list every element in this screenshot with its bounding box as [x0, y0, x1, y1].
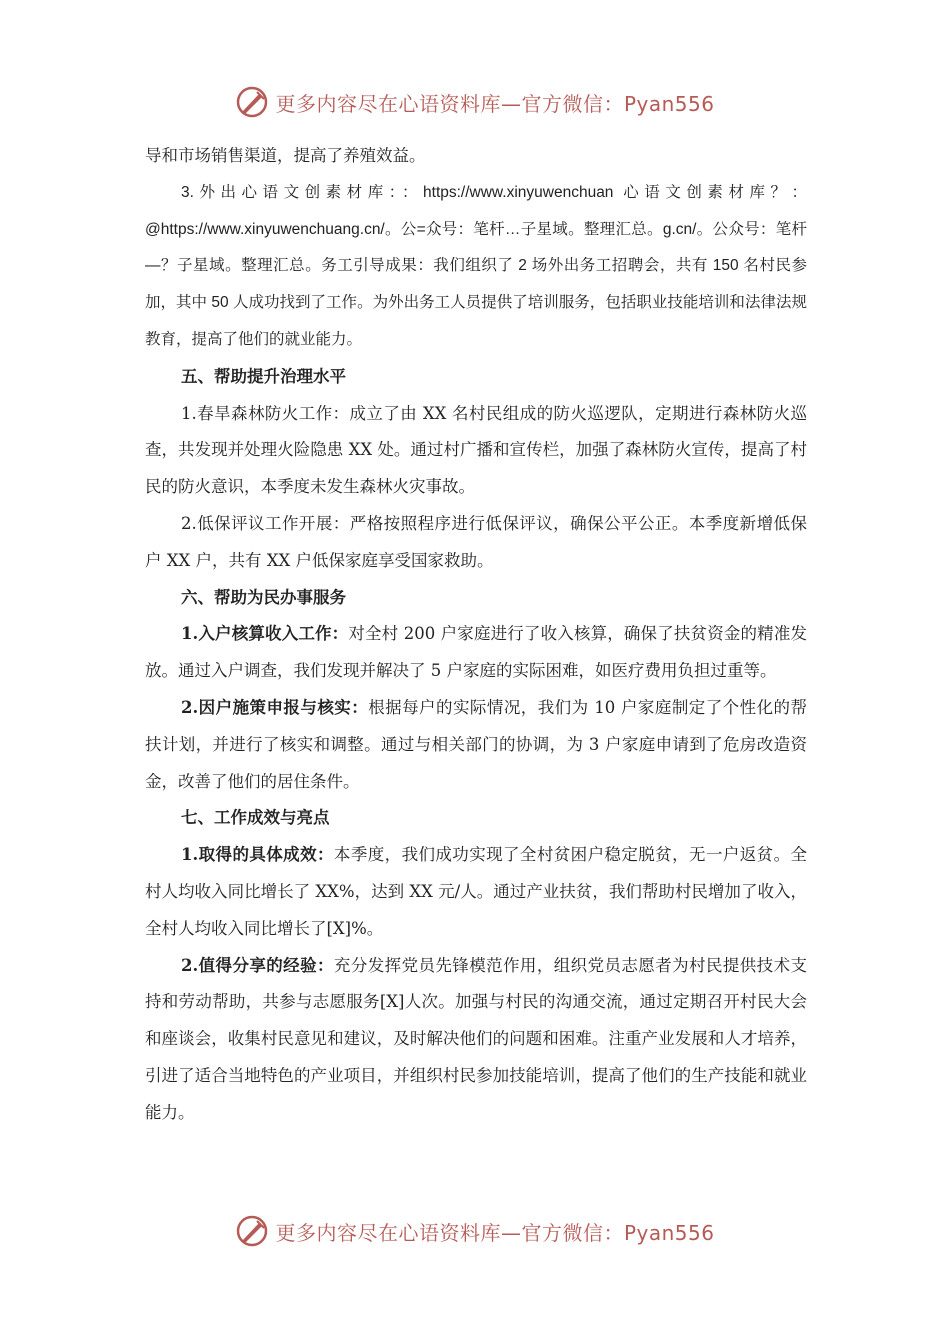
paragraph: [145, 616, 807, 690]
paragraph-lead: 2.因户施策申报与核实：: [181, 697, 369, 717]
paragraph-text: 充分发挥党员先锋模范作用，组织党员志愿者为村民提供技术支持和劳动帮助，共参与志愿服务[X]人次。加强与村民的沟通交流，通过定期召开村民大会和座谈会，收集村民意见和建议，及时解决他们的问题和困难。注重产业发展和人才培养，引进了适合当地特色的产业项目，并组织村民参加技能培训，提高了他们的生产技能和就业能力。: [145, 955, 807, 1122]
paragraph: [145, 690, 807, 800]
paragraph: 2.低保评议工作开展：严格按照程序进行低保评议，确保公平公正。本季度新增低保户 XX 户，共有 XX 户低保家庭享受国家救助。: [145, 513, 807, 570]
banner-text: 更多内容尽在心语资料库—官方微信：Pyan556: [275, 91, 715, 116]
section-heading: 七、工作成效与亮点: [181, 808, 330, 828]
pen-logo-icon: [235, 1214, 269, 1248]
paragraph: 1.春旱森林防火工作：成立了由 XX 名村民组成的防火巡逻队，定期进行森林防火巡查，共发现并处理火险隐患 XX 处。通过村广播和宣传栏，加强了森林防火宣传，提高了村民的防火意识，本季度未发生森林火灾事故。: [145, 403, 807, 497]
paragraph-text: 对全村 200 户家庭进行了收入核算，确保了扶贫资金的精准发放。通过入户调查，我们发现并解决了 5 户家庭的实际困难，如医疗费用负担过重等。: [145, 624, 808, 681]
footer-banner: [0, 1211, 950, 1251]
section-heading: 六、帮助为民办事服务: [181, 587, 346, 607]
paragraph: 导和市场销售渠道，提高了养殖效益。: [145, 146, 426, 165]
pen-logo-icon: [235, 85, 269, 119]
paragraph-text: 本季度，我们成功实现了全村贫困户稳定脱贫，无一户返贫。全村人均收入同比增长了 XX%，达到 XX 元/人。通过产业扶贫，我们帮助村民增加了收入，全村人均收入同比增长了[X]%。: [145, 845, 807, 938]
paragraph: [145, 948, 807, 1132]
section-heading: 五、帮助提升治理水平: [181, 366, 346, 386]
paragraph-lead: 2.值得分享的经验：: [181, 955, 334, 975]
paragraph: [145, 837, 807, 947]
header-banner: [0, 82, 950, 122]
paragraph-lead: 1.入户核算收入工作：: [181, 624, 349, 644]
banner-text: 更多内容尽在心语资料库—官方微信：Pyan556: [275, 1220, 715, 1245]
paragraph-lead: 1.取得的具体成效：: [181, 845, 334, 865]
document-body: [145, 138, 807, 1132]
paragraph: 3.外出心语文创素材库：：https://www.xinyuwenchuan 心语文创素材库？：@https://www.xinyuwenchuang.cn/。公=众号：笔杆…子星域。整理汇总。g.cn/。公众号：笔杆—？子星域。整理汇总。务工引导成果：我们组织了 2 场外出务工招聘会，共有 150 名村民参加，其中 50 人成功找到了工作。为外出务工人员提供了培训服务，包括职业技能培训和法律法规教育，提高了他们的就业能力。: [145, 183, 807, 348]
paragraph-text: 根据每户的实际情况，我们为 10 户家庭制定了个性化的帮扶计划，并进行了核实和调整。通过与相关部门的协调，为 3 户家庭申请到了危房改造资金，改善了他们的居住条件。: [145, 697, 807, 791]
